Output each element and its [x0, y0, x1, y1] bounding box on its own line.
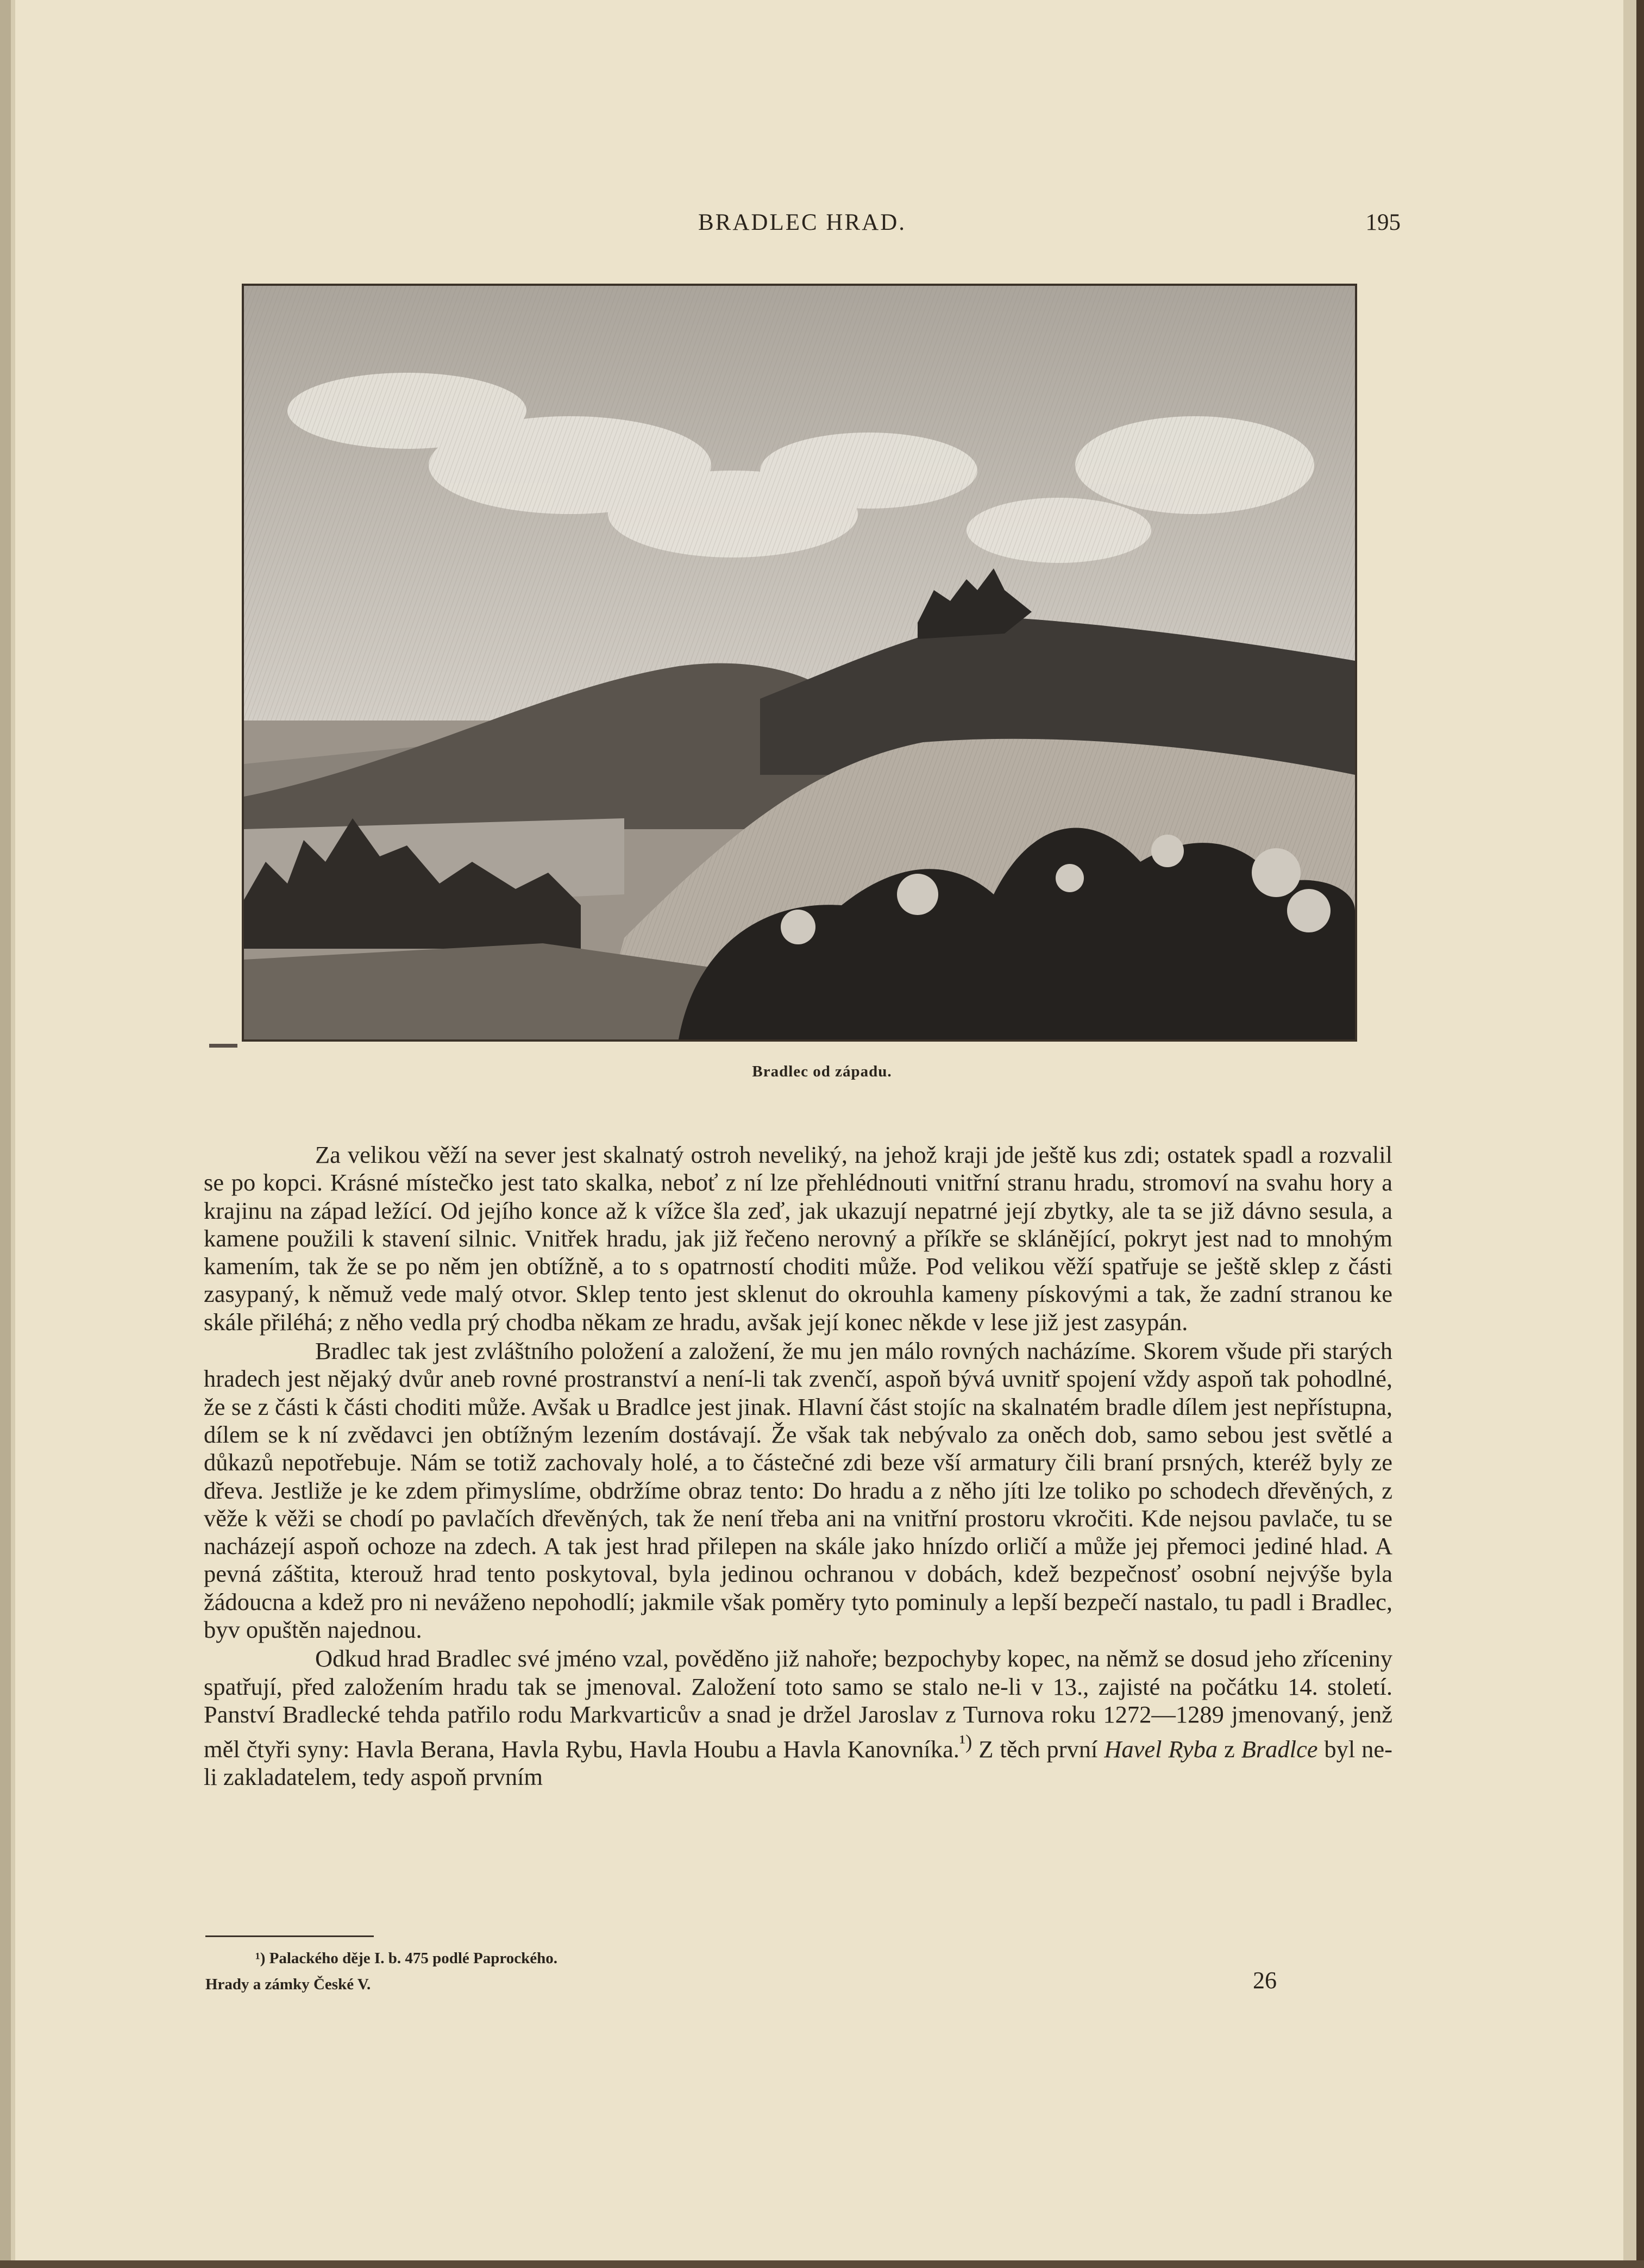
paragraph-3-text: Odkud hrad Bradlec své jméno vzal, pověděno již nahoře; bezpochyby kopec, na němž se dosud jeho zříceniny spatřují, před založením hradu tak se jmenoval. Založení toto samo se stalo ne-li v 13., zajisté na počátku 14. století. Panství Bradlecké tehda patřilo rodu Markvarticův a snad je držel Jaroslav z Turnova roku 1272—1289 jmenovaný, jenž měl čtyři syny: Havla Berana, Havla Rybu, Havla Houbu a Havla Kanovníka. — [204, 1645, 1392, 1763]
plate-mark — [209, 1044, 237, 1048]
body-text — [204, 1141, 1392, 1793]
paragraph-1: Za velikou věží na sever jest skalnatý ostroh neveliký, na jehož kraji jde ještě kus zdi; ostatek spadl a rozvalil se po kopci. Krásné místečko jest tato skalka, neboť z ní lze přehlédnouti vnitřní stranu hradu, stromoví na svahu hory a krajinu na západ ležící. Od jejího konce až k vížce šla zeď, jak ukazují nepatrné její zbytky, ale ta se již dávno sesula, a kamene použili k stavení silnic. Vnitřek hradu, jak již řečeno nerovný a příkře se sklánějící, pokryt jest nad to mnohým kamením, tak že se po něm jen obtížně, a to s opatrností choditi může. Pod velikou věží spatřuje se ještě sklep z části zasypaný, k němuž vede malý otvor. Sklep tento jest sklenut do okrouhla kameny pískovými a tak, že zadní stranou ke skále přiléhá; z něho vedla prý chodba někam ze hradu, avšak její konec někde v lese již jest zasypán. — [204, 1141, 1392, 1336]
footnote-reference: ¹) — [959, 1731, 972, 1754]
page-edge-right-shadow — [1623, 0, 1636, 2268]
page-edge-left-shadow — [11, 0, 15, 2268]
page-edge-left — [0, 0, 11, 2268]
figure-caption: Bradlec od západu. — [752, 1063, 892, 1080]
paragraph-3-continuation: Z těch první — [972, 1736, 1105, 1763]
running-head: BRADLEC HRAD. — [698, 210, 907, 235]
sheet-number: 26 — [1253, 1967, 1277, 1994]
paragraph-3-ending: byl ne-li zakladatelem, tedy aspoň prvním — [204, 1736, 1392, 1791]
italic-name-2: Bradlce — [1241, 1736, 1318, 1763]
page-number: 195 — [1365, 210, 1401, 235]
page-edge-right — [1636, 0, 1644, 2268]
page-edge-bottom — [0, 2260, 1644, 2268]
footnote: ¹) Palackého děje I. b. 475 podlé Paprockého. — [255, 1950, 557, 1967]
footnote-rule — [205, 1935, 374, 1937]
connector-text: z — [1218, 1736, 1241, 1763]
paragraph-3 — [204, 1645, 1392, 1791]
paragraph-2: Bradlec tak jest zvláštního položení a založení, že mu jen málo rovných nacházíme. Skorem všude při starých hradech jest nějaký dvůr aneb rovné prostranství a není-li tak zvenčí, aspoň bývá uvnitř spojení vždy aspoň tak pohodlné, že se z části k části choditi může. Avšak u Bradlce jest jinak. Hlavní část stojíc na skalnatém bradle dílem jest nepřístupna, dílem se k ní zvědavci jen obtížným lezením dostávají. Že však tak nebývalo za oněch dob, samo sebou jest světlé a důkazů nepotřebuje. Nám se totiž zachovaly holé, a to částečné zdi beze vší armatury čili braní prsných, kteréž byly ze dřeva. Jestliže je ke zdem přimyslíme, obdržíme obraz tento: Do hradu a z něho jíti lze toliko po schodech dřevěných, z věže k věži se chodí po pavlačích dřevěných, tak že není třeba ani na vnitřní prostoru vkročiti. Kde nejsou pavlače, tu se nacházejí aspoň ochoze na zdech. A tak jest hrad přilepen na skále jako hnízdo orličí a může jej přemoci jediné hlad. A pevná záštita, kterouž hrad tento poskytoval, byla jedinou ochranou v dobách, kdež bezpečnosť osobní nejvýše byla žádoucna a kdež pro ni neváženo nepohodlí; jakmile však poměry tyto pominuly a lepší bezpečí nastalo, tu padl i Bradlec, byv opuštěn najednou. — [204, 1337, 1392, 1644]
italic-name-1: Havel Ryba — [1104, 1736, 1218, 1763]
landscape-engraving — [242, 284, 1357, 1042]
book-signature: Hrady a zámky České V. — [205, 1976, 371, 1993]
landscape-illustration — [244, 286, 1355, 1039]
